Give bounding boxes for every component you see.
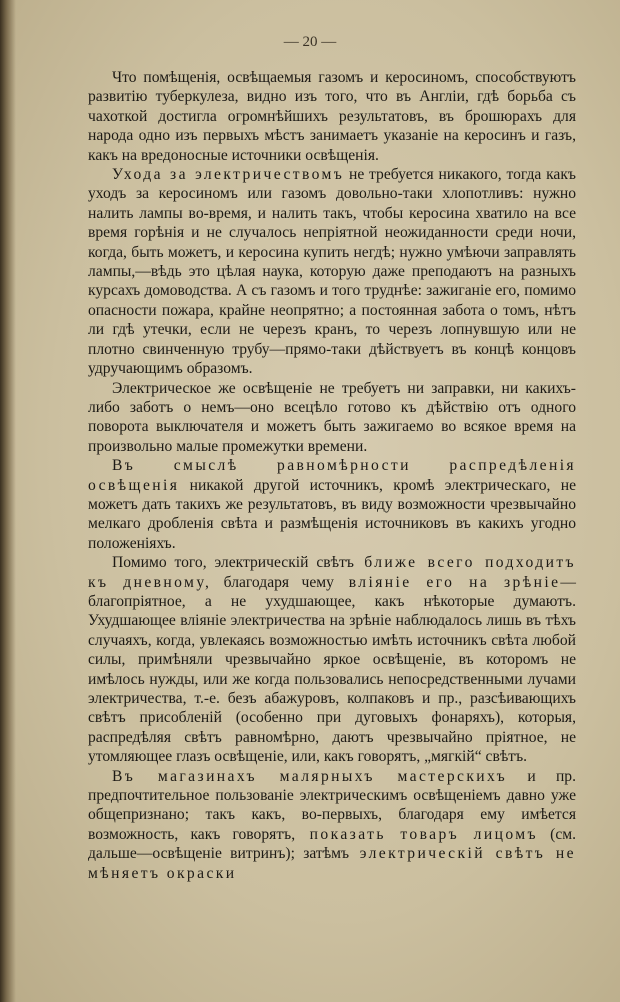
paragraph-1 [88, 68, 576, 165]
paragraph-6-lead-2: показать товаръ лицомъ [295, 825, 538, 843]
body-text [88, 68, 576, 883]
paragraph-5-text: Помимо того, электрическій свѣтъ [112, 554, 354, 572]
paragraph-3-text: Электрическое же освѣщеніе не требуетъ ни заправки, ни какихъ-либо заботъ о немъ—оно всецѣло готово къ дѣйствію отъ одного поворота выключателя и можетъ быть зажигаемо во всякое время на произвольно малые промежутки времени. [88, 379, 576, 455]
paragraph-4-text: никакой другой источникъ, кромѣ электрическаго, не можетъ дать такихъ же результатовъ, въ виду возможности чрезвычайно мелкаго дробленія свѣта и размѣщенія источниковъ въ какихъ угодно положеніяхъ. [88, 476, 576, 552]
paragraph-6-lead-3: электрическій свѣтъ не мѣняетъ окраски [88, 845, 576, 882]
paragraph-2-lead: Ухода за электричествомъ [112, 166, 345, 184]
paragraph-4-lead: Въ смыслѣ равномѣрности распредѣленія освѣщенія [88, 457, 576, 494]
paragraph-5-lead-3: вліяніе его на зрѣніе [333, 573, 561, 591]
paragraph-5 [88, 553, 576, 766]
paragraph-4 [88, 456, 576, 553]
paragraph-6-text-2: (см. дальше—освѣщеніе витринъ); затѣмъ [88, 825, 577, 863]
paragraph-6-text: и пр. предпочтительное пользованіе электрическимъ освѣщеніемъ давно уже общепризнано; такъ какъ, во-первыхъ, благодаря ему имѣется возможность, какъ говорятъ, [88, 767, 576, 843]
paragraph-6 [88, 767, 576, 883]
paragraph-3 [88, 379, 576, 457]
paragraph-1-text: Что помѣщенія, освѣщаемыя газомъ и керосиномъ, способствуютъ развитію туберкулеза, видно изъ того, что въ Англіи, гдѣ борьба съ чахоткой достигла огромнѣйшихъ результатовъ, въ брошюрахъ для народа одно изъ первыхъ мѣстъ занимаетъ указаніе на керосинъ и газъ, какъ на вредоносные источники освѣщенія. [88, 69, 576, 164]
paragraph-5-text-2: благодаря чему [211, 573, 334, 591]
page-number: — 20 — [283, 34, 337, 50]
book-gutter-shadow [0, 0, 16, 1002]
paragraph-5-lead-2: ближе всего подходитъ къ дневному, [88, 554, 576, 591]
paragraph-6-lead: Въ магазинахъ малярныхъ мастерскихъ [112, 767, 508, 785]
paragraph-5-text-3: —благопріятное, а не ухудшающее, какъ нѣкоторые думаютъ. Ухудшающее вліяніе электричества на зрѣніе наблюдалось лишь въ тѣхъ случаяхъ, когда, увлекаясь возможностью имѣть источникъ свѣта любой силы, примѣняли чрезвычайно яркое освѣщеніе, въ которомъ не имѣлось нужды, или же когда пользовались непосредственными лучами электричества, т.-е. безъ абажуровъ, колпаковъ и пр., разсѣивающихъ свѣтъ присобленій (особенно при дуговыхъ фонаряхъ), которыя, распредѣляя свѣтъ равномѣрно, даютъ чрезвычайно пріятное, не утомляющее глазъ освѣщеніе, или, какъ говорятъ, „мягкій“ свѣтъ. [88, 573, 577, 766]
paragraph-2-text: не требуется никакого, тогда какъ уходъ за керосиномъ или газомъ довольно-таки хлопотливъ: нужно налить лампы во-время, и налить такъ, чтобы керосина хватило на все время горѣнія и не случалось непріятной неожиданности среди ночи, когда, быть можетъ, и керосина купить негдѣ; нужно умѣючи заправлять лампы,—вѣдь это цѣлая наука, которую даже преподаютъ на разныхъ курсахъ домоводства. А съ газомъ и того труднѣе: зажиганіе его, помимо опасности пожара, крайне неопрятно; а постоянная забота о томъ, нѣтъ ли гдѣ утечки, если не черезъ кранъ, то черезъ лопнувшую или не плотно свинченную трубу—прямо-таки дѣйствуетъ въ концѣ концовъ удручающимъ образомъ. [88, 166, 576, 378]
paragraph-2 [88, 165, 576, 378]
